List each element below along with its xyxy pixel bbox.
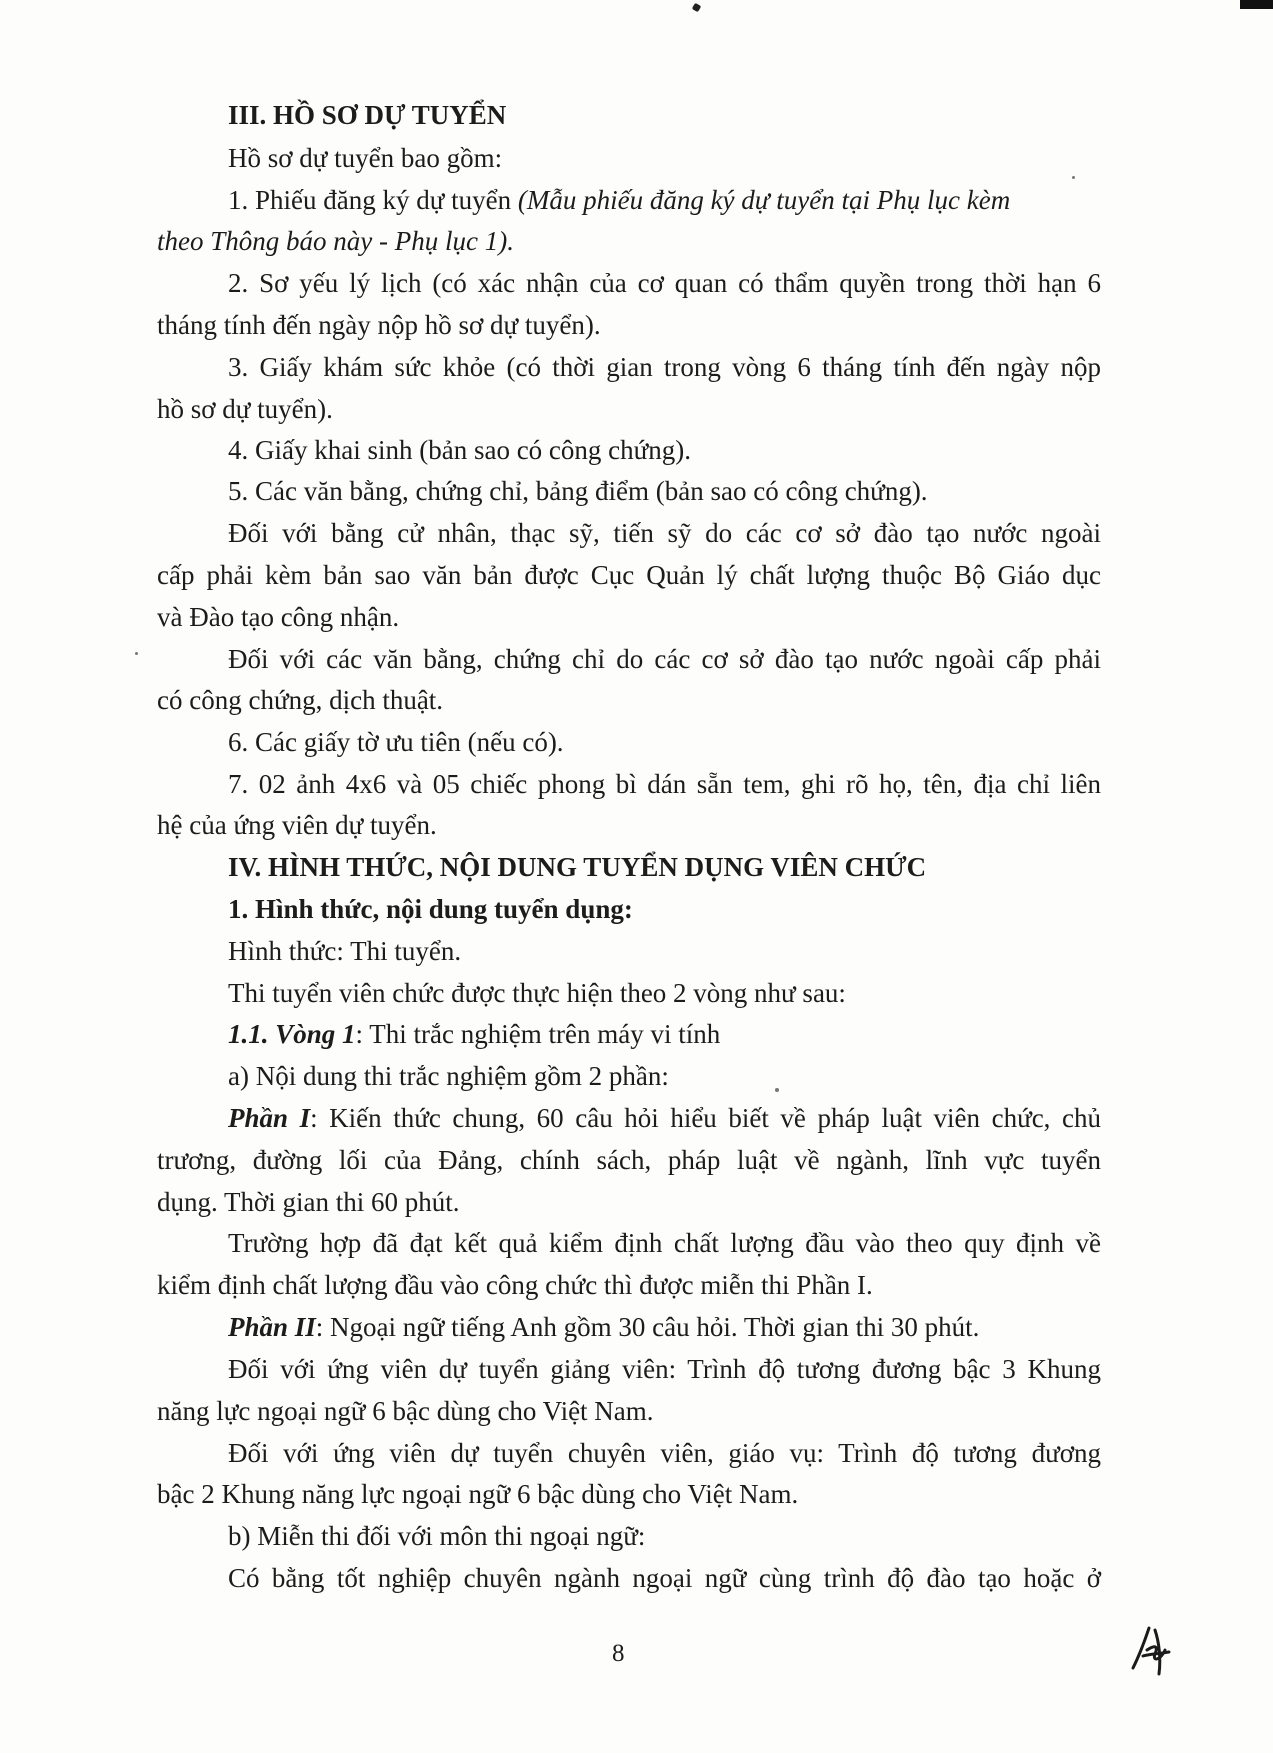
- paragraph: bậc 2 Khung năng lực ngoại ngữ 6 bậc dùng cho Việt Nam.: [157, 1479, 799, 1509]
- list-item: 4. Giấy khai sinh (bản sao có công chứng).: [228, 435, 692, 465]
- paragraph: b) Miễn thi đối với môn thi ngoại ngữ:: [228, 1521, 646, 1551]
- scan-speck: [135, 652, 138, 655]
- paragraph: năng lực ngoại ngữ 6 bậc dùng cho Việt Nam.: [157, 1396, 654, 1426]
- paragraph: Trường hợp đã đạt kết quả kiểm định chất lượng đầu vào theo quy định về: [228, 1228, 1101, 1258]
- paragraph: Phần I: Kiến thức chung, 60 câu hỏi hiểu biết về pháp luật viên chức, chủ: [228, 1103, 1101, 1133]
- paragraph: Hình thức: Thi tuyển.: [228, 936, 462, 966]
- paragraph: Thi tuyển viên chức được thực hiện theo 2 vòng như sau:: [228, 978, 846, 1008]
- list-item: hồ sơ dự tuyển).: [157, 394, 333, 424]
- scan-mark: [692, 3, 702, 13]
- paragraph: Đối với ứng viên dự tuyển giảng viên: Trình độ tương đương bậc 3 Khung: [228, 1354, 1101, 1384]
- paragraph: Phần II: Ngoại ngữ tiếng Anh gồm 30 câu hỏi. Thời gian thi 30 phút.: [228, 1312, 980, 1342]
- paragraph: Đối với các văn bằng, chứng chỉ do các cơ sở đào tạo nước ngoài cấp phải: [228, 644, 1101, 674]
- scan-speck: [775, 1088, 779, 1092]
- section-heading: III. HỒ SƠ DỰ TUYỂN: [228, 100, 507, 130]
- paragraph: dụng. Thời gian thi 60 phút.: [157, 1187, 460, 1217]
- list-item: theo Thông báo này - Phụ lục 1).: [157, 226, 514, 256]
- initials-signature: [1125, 1620, 1175, 1680]
- paragraph: Đối với ứng viên dự tuyển chuyên viên, giáo vụ: Trình độ tương đương: [228, 1438, 1101, 1468]
- section-heading: IV. HÌNH THỨC, NỘI DUNG TUYỂN DỤNG VIÊN CHỨC: [228, 852, 927, 882]
- paragraph: kiểm định chất lượng đầu vào công chức thì được miễn thi Phần I.: [157, 1270, 873, 1300]
- paragraph: và Đào tạo công nhận.: [157, 602, 400, 632]
- paragraph: Có bằng tốt nghiệp chuyên ngành ngoại ngữ cùng trình độ đào tạo hoặc ở: [228, 1563, 1101, 1593]
- page-number: 8: [612, 1640, 625, 1667]
- list-item: 5. Các văn bằng, chứng chỉ, bảng điểm (bản sao có công chứng).: [228, 476, 928, 506]
- subsection-heading: 1. Hình thức, nội dung tuyển dụng:: [228, 894, 633, 924]
- paragraph: Đối với bằng cử nhân, thạc sỹ, tiến sỹ do các cơ sở đào tạo nước ngoài: [228, 518, 1101, 548]
- list-item: 3. Giấy khám sức khỏe (có thời gian trong vòng 6 tháng tính đến ngày nộp: [228, 352, 1101, 382]
- scan-edge-bar: [1240, 0, 1273, 9]
- paragraph: trương, đường lối của Đảng, chính sách, pháp luật về ngành, lĩnh vực tuyển: [157, 1145, 1101, 1175]
- list-item: hệ của ứng viên dự tuyển.: [157, 810, 437, 840]
- list-item: 7. 02 ảnh 4x6 và 05 chiếc phong bì dán sẵn tem, ghi rõ họ, tên, địa chỉ liên: [228, 769, 1101, 799]
- paragraph: Hồ sơ dự tuyển bao gồm:: [228, 143, 503, 173]
- paragraph: có công chứng, dịch thuật.: [157, 685, 444, 715]
- list-item: 6. Các giấy tờ ưu tiên (nếu có).: [228, 727, 564, 757]
- list-item: 2. Sơ yếu lý lịch (có xác nhận của cơ quan có thẩm quyền trong thời hạn 6: [228, 268, 1101, 298]
- paragraph: a) Nội dung thi trắc nghiệm gồm 2 phần:: [228, 1061, 669, 1091]
- list-item: tháng tính đến ngày nộp hồ sơ dự tuyển).: [157, 310, 601, 340]
- paragraph: 1.1. Vòng 1: Thi trắc nghiệm trên máy vi tính: [228, 1019, 721, 1049]
- paragraph: cấp phải kèm bản sao văn bản được Cục Quản lý chất lượng thuộc Bộ Giáo dục: [157, 560, 1101, 590]
- list-item: 1. Phiếu đăng ký dự tuyển (Mẫu phiếu đăng ký dự tuyển tại Phụ lục kèm: [228, 185, 1011, 215]
- scan-speck: [1072, 176, 1075, 179]
